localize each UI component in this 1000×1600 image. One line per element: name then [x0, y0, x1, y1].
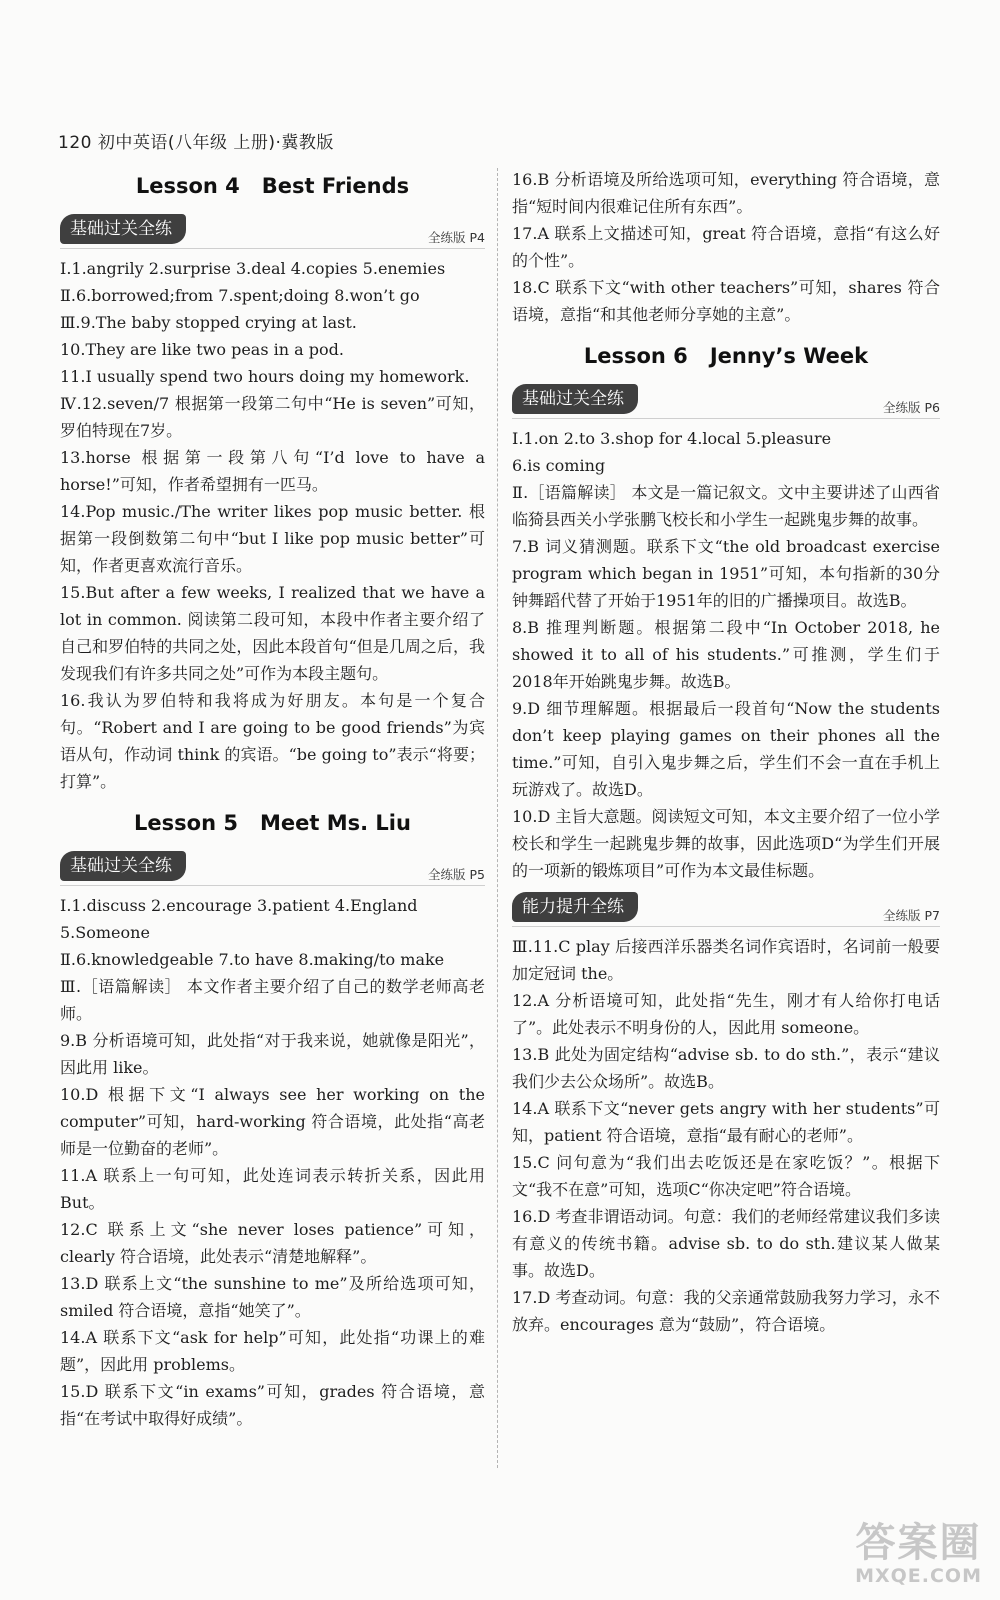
answer-item: 10.D 主旨大意题。阅读短文可知，本文主要介绍了一位小学校长和学生一起跳鬼步舞的故事，因此选项D“为学生们开展的一项新的锻炼项目”可作为本文最佳标题。 — [512, 807, 940, 880]
left-column — [60, 166, 485, 1446]
answer-item: 14.A 联系下文“ask for help”可知，此处指“功课上的难题”，因此用 problems。 — [60, 1328, 485, 1374]
answer-item: Ⅱ.6.borrowed;from 7.spent;doing 8.won’t go — [60, 286, 420, 305]
answer-item: 14.A 联系下文“never gets angry with her students”可知，patient 符合语境，意指“最有耐心的老师”。 — [512, 1099, 940, 1145]
answer-item: Ⅲ.11.C play 后接西洋乐器类名词作宾语时，名词前一般要加定冠词 the。 — [512, 937, 940, 983]
lesson-5-section-header — [60, 851, 485, 886]
answer-item: 12.A 分析语境可知，此处指“先生，刚才有人给你打电话了”。此处表示不明身份的人，因此用 someone。 — [512, 991, 940, 1037]
watermark-domain: MXQE.COM — [855, 1565, 982, 1587]
section-page-ref: 全练版 P4 — [428, 230, 485, 245]
answer-item: 13.B 此处为固定结构“advise sb. to do sth.”，表示“建议我们少去公众场所”。故选B。 — [512, 1045, 940, 1091]
lesson-5-number: Lesson 5 — [134, 811, 238, 835]
answer-item: 18.C 联系下文“with other teachers”可知，shares 符合语境，意指“和其他老师分享她的主意”。 — [512, 278, 940, 324]
lesson-6-section2-header — [512, 892, 940, 927]
watermark-logo-text: 答案圈 — [855, 1520, 982, 1566]
lesson-4-section-header — [60, 214, 485, 249]
answer-item: Ⅲ.9.The baby stopped crying at last. — [60, 313, 357, 332]
watermark — [855, 1520, 982, 1586]
lesson-6-section-header — [512, 384, 940, 419]
answer-item: 11.I usually spend two hours doing my homework. — [60, 367, 470, 386]
lesson-5 — [60, 809, 485, 1432]
section-badge: 基础过关全练 — [512, 384, 638, 414]
answer-item: Ⅲ.［语篇解读］ 本文作者主要介绍了自己的数学老师高老师。 — [60, 977, 485, 1023]
answer-item: Ⅰ.1.angrily 2.surprise 3.deal 4.copies 5.enemies — [60, 259, 446, 278]
section-badge: 基础过关全练 — [60, 214, 186, 244]
section-page-ref: 全练版 P6 — [883, 400, 940, 415]
lesson-4 — [60, 172, 485, 795]
answer-item: 8.B 推理判断题。根据第二段中“In October 2018, he showed it to all of his students.”可推测，学生们于2018年开始跳鬼步舞。故选B。 — [512, 618, 940, 691]
answer-item: 14.Pop music./The writer likes pop music better. 根据第一段倒数第二句中“but I like pop music better”可知，作者更喜欢流行音乐。 — [60, 502, 485, 575]
answer-item: 15.C 问句意为“我们出去吃饭还是在家吃饭？”。根据下文“我不在意”可知，选项C“你决定吧”符合语境。 — [512, 1153, 940, 1199]
answer-item: Ⅳ.12.seven/7 根据第一段第二句中“He is seven”可知，罗伯特现在7岁。 — [60, 394, 485, 440]
answer-item: 10.They are like two peas in a pod. — [60, 340, 344, 359]
lesson-4-title — [60, 172, 485, 200]
answer-item: 6.is coming — [512, 456, 606, 475]
lesson-6-number: Lesson 6 — [583, 344, 688, 368]
answer-item: 17.A 联系上文描述可知，great 符合语境，意指“有这么好的个性”。 — [512, 224, 940, 270]
lesson-6-title — [512, 342, 940, 370]
section-page-ref: 全练版 P5 — [428, 867, 485, 882]
answer-item: Ⅰ.1.discuss 2.encourage 3.patient 4.England — [60, 896, 418, 915]
answer-item: 16.D 考查非谓语动词。句意：我们的老师经常建议我们多读有意义的传统书籍。advise sb. to do sth.建议某人做某事。故选D。 — [512, 1207, 940, 1280]
lesson-4-name: Best Friends — [261, 174, 410, 198]
lesson-5-continued — [512, 166, 940, 328]
answer-item: 15.But after a few weeks, I realized that we have a lot in common. 阅读第二段可知，本段中作者主要介绍了自己和罗伯特的共同之处，因此本段首句“但是几周之后，我发现我们有许多共同之处”可作为本段主题句。 — [60, 583, 485, 683]
answer-item: Ⅱ.［语篇解读］ 本文是一篇记叙文。文中主要讲述了山西省临猗县西关小学张鹏飞校长和小学生一起跳鬼步舞的故事。 — [512, 483, 940, 529]
answer-item: Ⅱ.6.knowledgeable 7.to have 8.making/to make — [60, 950, 445, 969]
lesson-5-name: Meet Ms. Liu — [259, 811, 411, 835]
answer-item: 13.D 联系上文“the sunshine to me”及所给选项可知，smiled 符合语境，意指“她笑了”。 — [60, 1274, 485, 1320]
answer-item: 7.B 词义猜测题。联系下文“the old broadcast exercise program which began in 1951”可知，本句指新的30分钟舞蹈代替了开始于1951年的旧的广播操项目。故选B。 — [512, 537, 940, 610]
answer-item: 11.A 联系上一句可知，此处连词表示转折关系，因此用 But。 — [60, 1166, 485, 1212]
answer-item: 16.B 分析语境及所给选项可知，everything 符合语境，意指“短时间内很难记住所有东西”。 — [512, 170, 940, 216]
answer-item: 16.我认为罗伯特和我将成为好朋友。本句是一个复合句。“Robert and I are going to be good friends”为宾语从句，作动词 think 的宾语。“be going to”表示“将要；打算”。 — [60, 691, 485, 791]
answer-item: 9.D 细节理解题。根据最后一段首句“Now the students don’t keep playing games on their phones all the time.”可知，自引入鬼步舞之后，学生们不会一直在手机上玩游戏了。故选D。 — [512, 699, 940, 799]
page-header: 120 初中英语(八年级 上册)·冀教版 — [58, 133, 334, 153]
answer-item: 15.D 联系下文“in exams”可知，grades 符合语境，意指“在考试中取得好成绩”。 — [60, 1382, 485, 1428]
section-page-ref: 全练版 P7 — [883, 908, 940, 923]
section-badge: 基础过关全练 — [60, 851, 186, 881]
right-column — [512, 166, 940, 1352]
column-divider — [497, 168, 498, 1468]
lesson-6-name: Jenny’s Week — [709, 344, 869, 368]
answer-item: Ⅰ.1.on 2.to 3.shop for 4.local 5.pleasure — [512, 429, 832, 448]
answer-item: 9.B 分析语境可知，此处指“对于我来说，她就像是阳光”，因此用 like。 — [60, 1031, 485, 1077]
lesson-4-number: Lesson 4 — [135, 174, 240, 198]
lesson-5-title — [60, 809, 485, 837]
answer-item: 13.horse 根据第一段第八句“I’d love to have a horse!”可知，作者希望拥有一匹马。 — [60, 448, 485, 494]
answer-item: 5.Someone — [60, 923, 150, 942]
answer-item: 17.D 考查动词。句意：我的父亲通常鼓励我努力学习，永不放弃。encourages 意为“鼓励”，符合语境。 — [512, 1288, 940, 1334]
answer-item: 10.D 根据下文“I always see her working on the computer”可知，hard-working 符合语境，此处指“高老师是一位勤奋的老师”。 — [60, 1085, 485, 1158]
answer-item: 12.C 联系上文“she never loses patience”可知，clearly 符合语境，此处表示“清楚地解释”。 — [60, 1220, 485, 1266]
section-badge: 能力提升全练 — [512, 892, 638, 922]
lesson-6 — [512, 342, 940, 1338]
